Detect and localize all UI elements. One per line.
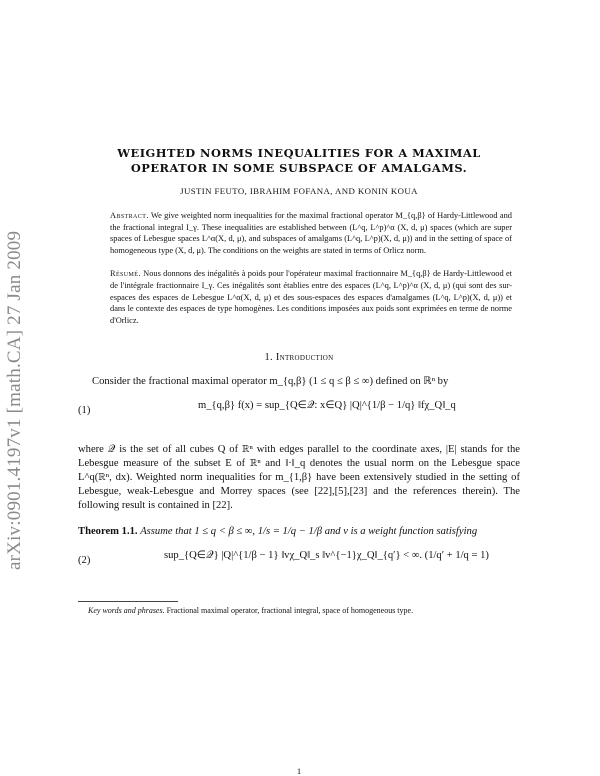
theorem xyxy=(78,525,520,539)
resume-text: Nous donnons des inégalités à poids pour l'opérateur maximal fractionnaire M_{q,β} de Hardy-Littlewood et de l'intégrale fractionnaire I_γ. Ces inégalités sont établies entre des espaces (L^q, L^p)^α (X, d, μ) (qui sont des sur-espaces des espaces de Lebesgue L^α(X, d, μ) et des sous-espaces des espaces d'amalgames (L^q, L^p)(X, d, μ)) et dans le contexte des espaces de type homogènes. Les conditions imposées aux poids sont exprimées en terme de norme d'Orlicz. xyxy=(110,269,513,325)
equation-2-number: (2) xyxy=(78,555,91,567)
footnote xyxy=(78,606,520,617)
paper-title xyxy=(78,146,520,176)
footnote-label: Key words and phrases. xyxy=(88,606,165,616)
equation-1-number: (1) xyxy=(78,405,91,417)
abstract xyxy=(110,210,512,256)
paper-page xyxy=(78,146,520,776)
abstract-text: We give weighted norm inequalities for the maximal fractional operator M_{q,β} of Hardy-Littlewood and the fractional integral I_γ. These inequalities are established between (L^q, L^p)^α (X, d, μ) spaces (which are super spaces of Lebesgue spaces L^α(X, d, μ), and subspaces of amalgams (L^q, L^p)(X, d, μ)) and in the setting of space of homogeneous type (X, d, μ). The conditions on the weights are stated in terms of Orlicz norm. xyxy=(110,211,512,255)
resume-label: Résumé. xyxy=(110,269,141,279)
theorem-text: Assume that 1 ≤ q < β ≤ ∞, 1/s = 1/q − 1/β and v is a weight function satisfying xyxy=(140,526,478,538)
authors: JUSTIN FEUTO, IBRAHIM FOFANA, AND KONIN KOUA xyxy=(180,186,418,196)
intro-paragraph-1: Consider the fractional maximal operator m_{q,β} (1 ≤ q ≤ β ≤ ∞) defined on ℝⁿ by xyxy=(92,376,449,388)
arxiv-identifier: arXiv:0901.4197v1 [math.CA] 27 Jan 2009 xyxy=(4,230,25,570)
footnote-rule xyxy=(78,601,178,602)
footnote-text: Fractional maximal operator, fractional integral, space of homogeneous type. xyxy=(166,606,414,616)
title-line-2: OPERATOR IN SOME SUBSPACE OF AMALGAMS. xyxy=(130,161,468,175)
equation-1-body: m_{q,β} f(x) = sup_{Q∈𝒬: x∈Q} |Q|^{1/β − 1/q} ‖fχ_Q‖_q xyxy=(198,400,456,412)
theorem-label: Theorem 1.1. xyxy=(78,526,138,538)
equation-1 xyxy=(78,395,520,431)
resume xyxy=(110,268,512,326)
section-heading: 1. Introduction xyxy=(264,352,334,364)
intro-paragraph-2: where 𝒬 is the set of all cubes Q of ℝⁿ with edges parallel to the coordinate axes, |E| stands for the Lebesgue measure of the subset E of ℝⁿ and ‖·‖_q denotes the usual norm on the Lebesgue space L^q(ℝⁿ, dx). Weighted norm inequalities for m_{1,β} have been extensively studied in the setting of Lebesgue, weak-Lebesgue and Morrey spaces (see [22],[5],[23] and the references therein). The following result is contained in [22]. xyxy=(78,444,520,512)
abstract-label: Abstract. xyxy=(110,211,149,220)
equation-2-body: sup_{Q∈𝒬} |Q|^{1/β − 1} ‖vχ_Q‖_s ‖v^{−1}χ_Q‖_{q′} < ∞. (1/q′ + 1/q = 1) xyxy=(164,550,489,562)
page-number: 1 xyxy=(296,766,302,776)
title-line-1: WEIGHTED NORMS INEQUALITIES FOR A MAXIMAL xyxy=(117,146,481,160)
equation-2 xyxy=(78,545,520,581)
